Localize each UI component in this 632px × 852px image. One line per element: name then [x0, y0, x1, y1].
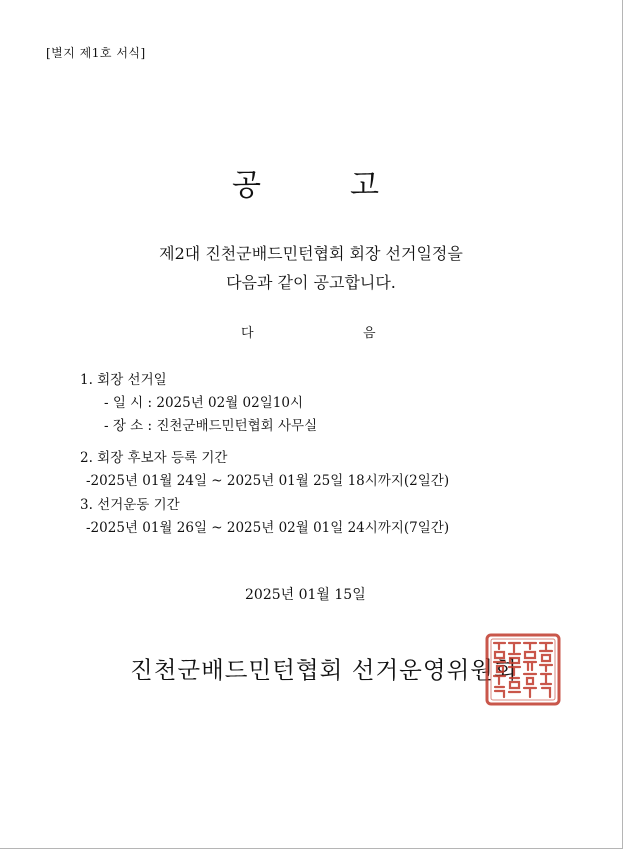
title-char-go: 고 — [350, 168, 379, 203]
organization-name: 진천군배드민턴협회 선거운영위원회 — [130, 656, 518, 684]
announcement-date: 2025년 01월 15일 — [245, 587, 366, 603]
da-eum-char-da: 다 — [241, 326, 254, 341]
title-char-gong: 공 — [232, 168, 261, 203]
section-1-datetime: - 일 시 : 2025년 02월 02일10시 — [104, 395, 303, 411]
section-1-heading: 1. 회장 선거일 — [80, 372, 167, 388]
section-2-period: -2025년 01월 24일 ~ 2025년 01월 25일 18시까지(2일간) — [86, 473, 450, 489]
section-2-heading: 2. 회장 후보자 등록 기간 — [80, 450, 228, 466]
section-3-heading: 3. 선거운동 기간 — [80, 497, 180, 513]
da-eum-char-eum: 음 — [363, 326, 376, 341]
official-seal-stamp — [484, 632, 562, 707]
intro-line-2: 다음과 같이 공고합니다. — [226, 273, 396, 292]
section-1-location: - 장 소 : 진천군배드민턴협회 사무실 — [104, 418, 318, 434]
section-3-period: -2025년 01월 26일 ~ 2025년 02월 01일 24시까지(7일간) — [86, 520, 450, 536]
form-label: [별지 제1호 서식] — [46, 46, 146, 60]
intro-line-1: 제2대 진천군배드민턴협회 회장 선거일정을 — [159, 244, 463, 263]
